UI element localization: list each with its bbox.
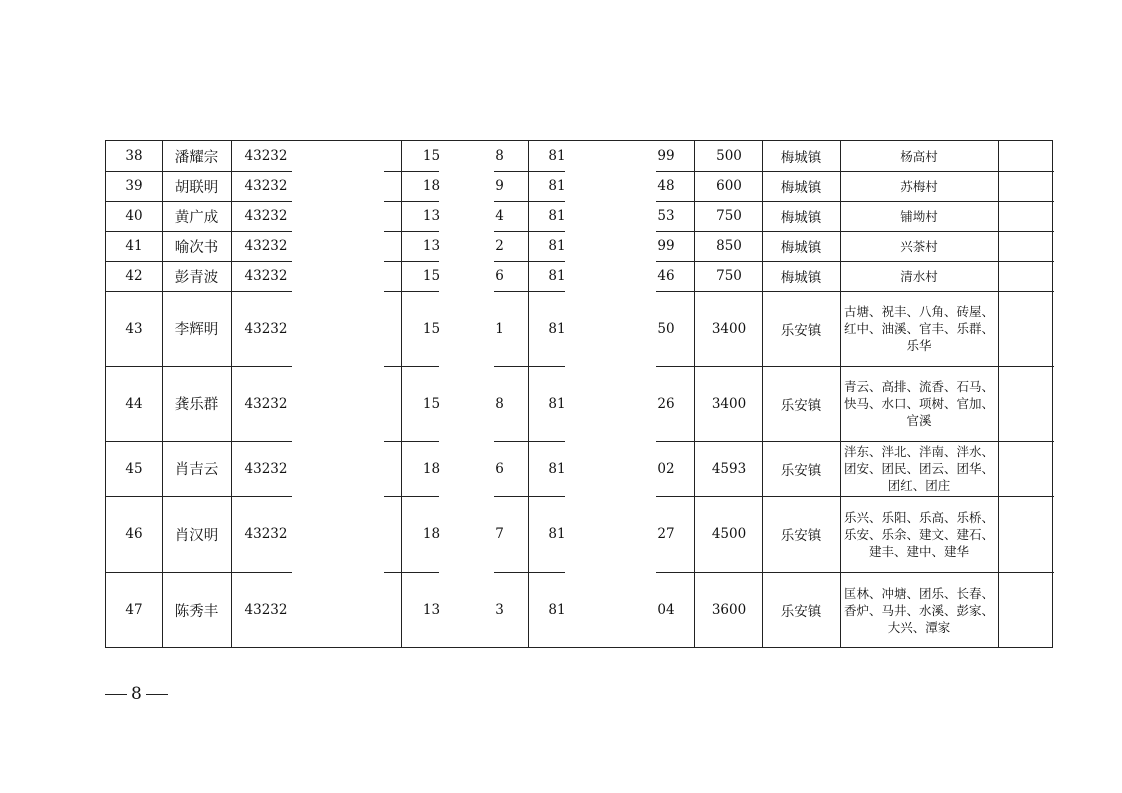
row-divider [384, 171, 439, 172]
cell-no: 38 [125, 148, 143, 164]
cell-c1: 18 [422, 526, 441, 542]
table-row [106, 572, 1052, 648]
cell-town: 乐安镇 [780, 462, 822, 479]
cell-c4: 26 [657, 395, 675, 412]
cell-code: 43232 [244, 526, 288, 542]
cell-town: 乐安镇 [780, 322, 822, 339]
cell-town: 梅城镇 [780, 270, 822, 286]
cell-code: 43232 [244, 268, 288, 284]
cell-c4: 02 [657, 460, 675, 477]
footer-dash-left [105, 694, 127, 695]
cell-c2: 9 [495, 178, 504, 194]
table-row [106, 231, 1052, 261]
cell-c3: 81 [548, 268, 566, 284]
cell-town: 梅城镇 [780, 210, 822, 226]
cell-c4: 04 [657, 602, 675, 618]
cell-c3: 81 [548, 602, 566, 618]
cell-amount: 3400 [711, 395, 747, 412]
cell-c3: 81 [548, 148, 566, 164]
cell-c3: 81 [548, 238, 566, 254]
cell-c3: 81 [548, 178, 566, 194]
row-divider [656, 201, 1054, 202]
row-divider [494, 231, 565, 232]
row-divider [494, 572, 565, 573]
cell-villages: 兴茶村 [900, 238, 938, 254]
cell-no: 45 [125, 460, 143, 477]
cell-town: 梅城镇 [780, 180, 822, 196]
cell-amount: 750 [716, 268, 742, 284]
row-divider [494, 441, 565, 442]
row-divider [384, 261, 439, 262]
row-divider [106, 171, 292, 172]
cell-name: 胡联明 [174, 179, 219, 196]
cell-c2: 6 [495, 268, 504, 284]
table-row [106, 141, 1052, 171]
cell-villages: 乐兴、乐阳、乐高、乐桥、乐安、乐余、建文、建石、建丰、建中、建华 [844, 509, 995, 559]
row-divider [384, 231, 439, 232]
cell-villages: 铺坳村 [900, 208, 938, 224]
cell-c2: 2 [495, 238, 504, 254]
table-row [106, 171, 1052, 201]
cell-c3: 81 [548, 460, 566, 477]
cell-villages: 泮东、泮北、泮南、泮水、团安、团民、团云、团华、团红、团庄 [844, 444, 995, 493]
data-table [105, 140, 1053, 648]
cell-c2: 8 [495, 148, 504, 164]
cell-c4: 99 [657, 238, 675, 254]
cell-no: 46 [125, 526, 143, 542]
cell-name: 李辉明 [174, 322, 219, 338]
row-divider [656, 366, 1054, 367]
row-divider [494, 171, 565, 172]
cell-town: 梅城镇 [780, 150, 822, 166]
cell-town: 乐安镇 [780, 397, 822, 414]
cell-c1: 15 [422, 320, 441, 337]
cell-code: 43232 [244, 208, 288, 224]
row-divider [106, 231, 292, 232]
row-divider [106, 496, 292, 497]
cell-c4: 27 [657, 526, 675, 542]
footer-dash-right [146, 694, 168, 695]
cell-c1: 15 [422, 395, 441, 412]
cell-amount: 750 [716, 208, 742, 224]
row-divider [106, 366, 292, 367]
cell-no: 40 [125, 208, 143, 224]
cell-code: 43232 [244, 178, 288, 194]
cell-amount: 3600 [711, 602, 747, 618]
cell-town: 乐安镇 [780, 604, 822, 620]
row-divider [656, 572, 1054, 573]
cell-c3: 81 [548, 395, 566, 412]
cell-no: 47 [125, 602, 143, 618]
cell-villages: 杨高村 [900, 148, 938, 164]
cell-name: 彭青波 [174, 269, 219, 286]
row-divider [494, 496, 565, 497]
row-divider [384, 441, 439, 442]
cell-c2: 3 [495, 602, 504, 618]
cell-no: 39 [125, 178, 143, 194]
cell-town: 乐安镇 [780, 528, 822, 544]
page-number: 8 [131, 684, 142, 704]
table-row [106, 291, 1052, 366]
row-divider [384, 291, 439, 292]
cell-name: 喻次书 [174, 239, 219, 256]
cell-amount: 600 [716, 178, 742, 194]
row-divider [656, 441, 1054, 442]
cell-villages: 青云、高排、流香、石马、快马、水口、项树、官加、官溪 [844, 379, 995, 428]
cell-c2: 8 [495, 395, 504, 412]
cell-villages: 清水村 [900, 268, 938, 284]
cell-name: 肖吉云 [174, 462, 219, 478]
cell-name: 肖汉明 [174, 527, 219, 544]
cell-c3: 81 [548, 320, 566, 337]
table-row [106, 261, 1052, 291]
row-divider [494, 201, 565, 202]
cell-c1: 13 [422, 238, 441, 254]
cell-c4: 46 [657, 268, 675, 284]
row-divider [656, 291, 1054, 292]
row-divider [384, 366, 439, 367]
cell-c4: 99 [657, 148, 675, 164]
cell-code: 43232 [244, 602, 288, 618]
cell-code: 43232 [244, 460, 288, 477]
row-divider [494, 261, 565, 262]
cell-c4: 50 [657, 320, 675, 337]
table-row [106, 496, 1052, 572]
cell-villages: 苏梅村 [900, 178, 938, 194]
cell-town: 梅城镇 [780, 240, 822, 256]
cell-c1: 13 [422, 208, 441, 224]
row-divider [656, 496, 1054, 497]
cell-amount: 850 [716, 238, 742, 254]
cell-code: 43232 [244, 238, 288, 254]
row-divider [656, 231, 1054, 232]
cell-villages: 古塘、祝丰、八角、砖屋、红中、油溪、官丰、乐群、乐华 [844, 304, 995, 353]
row-divider [384, 201, 439, 202]
cell-c2: 4 [495, 208, 504, 224]
cell-c1: 13 [422, 602, 441, 618]
cell-c2: 1 [495, 320, 504, 337]
cell-c3: 81 [548, 208, 566, 224]
cell-c2: 7 [495, 526, 504, 542]
table-row [106, 441, 1052, 496]
cell-c1: 18 [422, 460, 441, 477]
row-divider [494, 366, 565, 367]
row-divider [106, 572, 292, 573]
table-row [106, 201, 1052, 231]
row-divider [106, 291, 292, 292]
cell-no: 43 [125, 320, 143, 337]
cell-code: 43232 [244, 320, 288, 337]
cell-no: 44 [125, 395, 143, 412]
cell-name: 陈秀丰 [174, 603, 219, 620]
row-divider [106, 441, 292, 442]
table-row [106, 366, 1052, 441]
page-footer [105, 684, 168, 704]
row-divider [106, 261, 292, 262]
cell-amount: 4500 [711, 526, 747, 542]
cell-c1: 15 [422, 148, 441, 164]
cell-c1: 18 [422, 178, 441, 194]
row-divider [384, 496, 439, 497]
row-divider [494, 291, 565, 292]
cell-name: 龚乐群 [174, 397, 219, 413]
cell-amount: 4593 [711, 460, 747, 477]
cell-amount: 500 [716, 148, 742, 164]
cell-name: 潘耀宗 [174, 149, 219, 166]
row-divider [106, 201, 292, 202]
cell-c4: 48 [657, 178, 675, 194]
cell-c2: 6 [495, 460, 504, 477]
row-divider [384, 572, 439, 573]
cell-name: 黄广成 [174, 209, 219, 226]
cell-no: 41 [125, 238, 143, 254]
cell-code: 43232 [244, 395, 288, 412]
cell-amount: 3400 [711, 320, 747, 337]
cell-code: 43232 [244, 148, 288, 164]
cell-no: 42 [125, 268, 143, 284]
cell-c4: 53 [657, 208, 675, 224]
row-divider [656, 261, 1054, 262]
cell-villages: 匡林、冲塘、团乐、长春、香炉、马井、水溪、彭家、大兴、潭家 [844, 585, 995, 635]
cell-c3: 81 [548, 526, 566, 542]
cell-c1: 15 [422, 268, 441, 284]
row-divider [656, 171, 1054, 172]
